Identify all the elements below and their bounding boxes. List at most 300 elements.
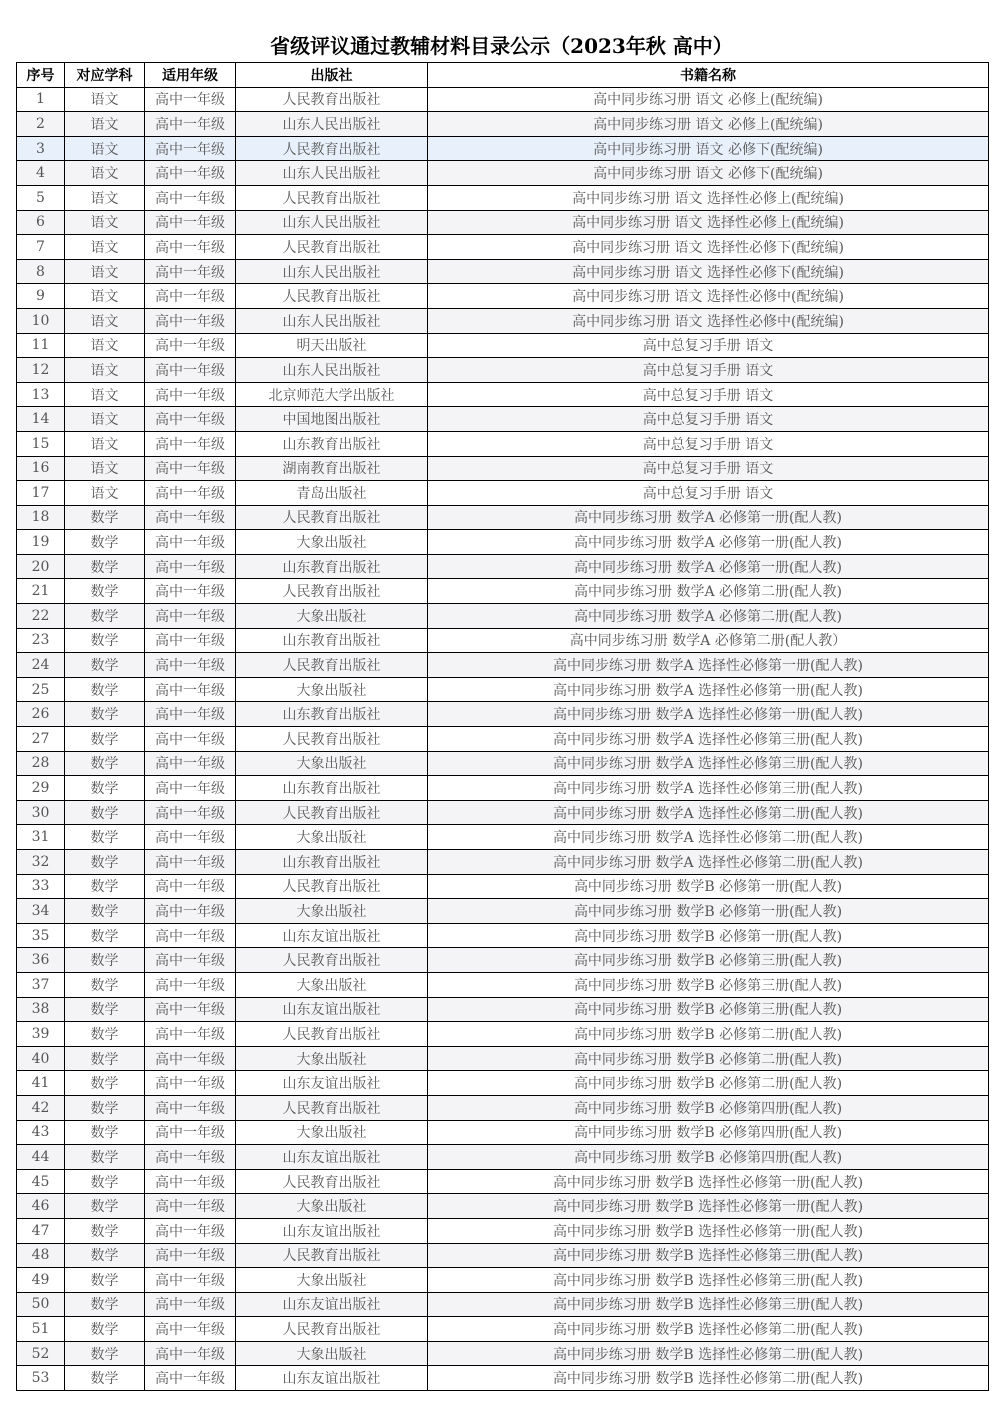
cell-grade[interactable]: 高中一年级 [145,1046,236,1071]
cell-grade[interactable]: 高中一年级 [145,530,236,555]
cell-publisher[interactable]: 人民教育出版社 [236,579,428,604]
cell-index[interactable]: 33 [17,874,65,899]
cell-subject[interactable]: 数学 [65,874,145,899]
cell-subject[interactable]: 语文 [65,481,145,506]
cell-index[interactable]: 21 [17,579,65,604]
cell-subject[interactable]: 语文 [65,456,145,481]
cell-index[interactable]: 47 [17,1218,65,1243]
cell-index[interactable]: 6 [17,210,65,235]
cell-publisher[interactable]: 大象出版社 [236,1046,428,1071]
cell-publisher[interactable]: 山东友谊出版社 [236,923,428,948]
cell-subject[interactable]: 数学 [65,677,145,702]
cell-subject[interactable]: 语文 [65,185,145,210]
table-row[interactable] [17,431,989,456]
table-row[interactable] [17,1292,989,1317]
table-row[interactable] [17,1046,989,1071]
cell-grade[interactable]: 高中一年级 [145,751,236,776]
table-row[interactable] [17,1194,989,1219]
cell-index[interactable]: 1 [17,87,65,112]
cell-subject[interactable]: 语文 [65,431,145,456]
cell-publisher[interactable]: 中国地图出版社 [236,407,428,432]
table-row[interactable] [17,112,989,137]
cell-subject[interactable]: 数学 [65,1341,145,1366]
cell-grade[interactable]: 高中一年级 [145,481,236,506]
cell-subject[interactable]: 数学 [65,1046,145,1071]
cell-book-title[interactable]: 高中同步练习册 数学A 选择性必修第一册(配人教) [428,702,989,727]
table-row[interactable] [17,382,989,407]
table-row[interactable] [17,407,989,432]
table-row[interactable] [17,161,989,186]
cell-subject[interactable]: 数学 [65,1071,145,1096]
table-row[interactable] [17,358,989,383]
cell-book-title[interactable]: 高中同步练习册 语文 选择性必修上(配统编) [428,210,989,235]
cell-index[interactable]: 36 [17,948,65,973]
cell-index[interactable]: 42 [17,1095,65,1120]
cell-grade[interactable]: 高中一年级 [145,800,236,825]
cell-grade[interactable]: 高中一年级 [145,333,236,358]
cell-book-title[interactable]: 高中同步练习册 语文 必修上(配统编) [428,112,989,137]
cell-subject[interactable]: 数学 [65,702,145,727]
cell-index[interactable]: 39 [17,1022,65,1047]
cell-grade[interactable]: 高中一年级 [145,456,236,481]
cell-book-title[interactable]: 高中同步练习册 数学A 选择性必修第三册(配人教) [428,751,989,776]
cell-grade[interactable]: 高中一年级 [145,604,236,629]
cell-index[interactable]: 31 [17,825,65,850]
table-row[interactable] [17,456,989,481]
table-row[interactable] [17,1022,989,1047]
cell-publisher[interactable]: 山东人民出版社 [236,358,428,383]
cell-subject[interactable]: 数学 [65,1120,145,1145]
cell-index[interactable]: 7 [17,235,65,260]
cell-grade[interactable]: 高中一年级 [145,431,236,456]
cell-publisher[interactable]: 大象出版社 [236,604,428,629]
table-row[interactable] [17,604,989,629]
cell-index[interactable]: 52 [17,1341,65,1366]
cell-index[interactable]: 10 [17,308,65,333]
cell-subject[interactable]: 语文 [65,210,145,235]
cell-publisher[interactable]: 大象出版社 [236,972,428,997]
table-row[interactable] [17,1243,989,1268]
cell-publisher[interactable]: 人民教育出版社 [236,800,428,825]
table-row[interactable] [17,800,989,825]
cell-grade[interactable]: 高中一年级 [145,874,236,899]
table-row[interactable] [17,87,989,112]
cell-publisher[interactable]: 人民教育出版社 [236,235,428,260]
cell-subject[interactable]: 数学 [65,727,145,752]
cell-grade[interactable]: 高中一年级 [145,1218,236,1243]
table-row[interactable] [17,530,989,555]
cell-grade[interactable]: 高中一年级 [145,1071,236,1096]
cell-book-title[interactable]: 高中同步练习册 语文 必修下(配统编) [428,136,989,161]
cell-publisher[interactable]: 人民教育出版社 [236,284,428,309]
cell-book-title[interactable]: 高中同步练习册 语文 选择性必修下(配统编) [428,259,989,284]
cell-subject[interactable]: 数学 [65,530,145,555]
cell-book-title[interactable]: 高中同步练习册 数学A 选择性必修第一册(配人教) [428,677,989,702]
cell-index[interactable]: 38 [17,997,65,1022]
cell-grade[interactable]: 高中一年级 [145,210,236,235]
cell-book-title[interactable]: 高中同步练习册 数学B 必修第二册(配人教) [428,1022,989,1047]
cell-publisher[interactable]: 人民教育出版社 [236,136,428,161]
table-row[interactable] [17,554,989,579]
table-row[interactable] [17,1095,989,1120]
cell-subject[interactable]: 数学 [65,1243,145,1268]
cell-book-title[interactable]: 高中同步练习册 数学A 必修第一册(配人教) [428,554,989,579]
table-row[interactable] [17,1145,989,1170]
cell-book-title[interactable]: 高中同步练习册 数学A 选择性必修第二册(配人教) [428,850,989,875]
cell-book-title[interactable]: 高中同步练习册 数学B 选择性必修第三册(配人教) [428,1268,989,1293]
cell-grade[interactable]: 高中一年级 [145,1145,236,1170]
cell-subject[interactable]: 语文 [65,308,145,333]
cell-publisher[interactable]: 山东教育出版社 [236,776,428,801]
cell-subject[interactable]: 数学 [65,923,145,948]
cell-grade[interactable]: 高中一年级 [145,776,236,801]
cell-grade[interactable]: 高中一年级 [145,554,236,579]
cell-publisher[interactable]: 山东友谊出版社 [236,1218,428,1243]
cell-grade[interactable]: 高中一年级 [145,1095,236,1120]
cell-index[interactable]: 28 [17,751,65,776]
cell-publisher[interactable]: 大象出版社 [236,677,428,702]
cell-subject[interactable]: 语文 [65,407,145,432]
cell-book-title[interactable]: 高中同步练习册 数学B 必修第二册(配人教) [428,1071,989,1096]
table-row[interactable] [17,481,989,506]
cell-publisher[interactable]: 人民教育出版社 [236,874,428,899]
cell-grade[interactable]: 高中一年级 [145,579,236,604]
cell-index[interactable]: 40 [17,1046,65,1071]
cell-grade[interactable]: 高中一年级 [145,628,236,653]
cell-publisher[interactable]: 山东友谊出版社 [236,997,428,1022]
cell-grade[interactable]: 高中一年级 [145,677,236,702]
cell-book-title[interactable]: 高中同步练习册 数学B 必修第四册(配人教) [428,1120,989,1145]
cell-grade[interactable]: 高中一年级 [145,1022,236,1047]
cell-subject[interactable]: 数学 [65,1366,145,1391]
cell-grade[interactable]: 高中一年级 [145,825,236,850]
cell-publisher[interactable]: 大象出版社 [236,1194,428,1219]
cell-book-title[interactable]: 高中同步练习册 数学B 选择性必修第二册(配人教) [428,1317,989,1342]
table-row[interactable] [17,210,989,235]
table-row[interactable] [17,1317,989,1342]
table-row[interactable] [17,333,989,358]
cell-grade[interactable]: 高中一年级 [145,948,236,973]
cell-index[interactable]: 15 [17,431,65,456]
cell-book-title[interactable]: 高中同步练习册 语文 必修下(配统编) [428,161,989,186]
cell-subject[interactable]: 数学 [65,579,145,604]
cell-subject[interactable]: 语文 [65,382,145,407]
cell-book-title[interactable]: 高中同步练习册 语文 选择性必修中(配统编) [428,308,989,333]
table-row[interactable] [17,235,989,260]
cell-book-title[interactable]: 高中同步练习册 数学B 必修第三册(配人教) [428,948,989,973]
cell-grade[interactable]: 高中一年级 [145,727,236,752]
cell-publisher[interactable]: 山东人民出版社 [236,112,428,137]
cell-publisher[interactable]: 明天出版社 [236,333,428,358]
cell-index[interactable]: 49 [17,1268,65,1293]
cell-book-title[interactable]: 高中同步练习册 数学A 必修第二册(配人教） [428,628,989,653]
cell-grade[interactable]: 高中一年级 [145,997,236,1022]
cell-subject[interactable]: 语文 [65,358,145,383]
cell-publisher[interactable]: 人民教育出版社 [236,653,428,678]
cell-publisher[interactable]: 大象出版社 [236,1268,428,1293]
cell-subject[interactable]: 数学 [65,1169,145,1194]
cell-grade[interactable]: 高中一年级 [145,161,236,186]
cell-index[interactable]: 12 [17,358,65,383]
cell-publisher[interactable]: 山东友谊出版社 [236,1145,428,1170]
cell-index[interactable]: 17 [17,481,65,506]
cell-book-title[interactable]: 高中同步练习册 数学B 选择性必修第二册(配人教) [428,1341,989,1366]
cell-book-title[interactable]: 高中同步练习册 数学A 必修第二册(配人教) [428,604,989,629]
cell-subject[interactable]: 数学 [65,776,145,801]
cell-subject[interactable]: 数学 [65,825,145,850]
header-grade[interactable]: 适用年级 [145,63,236,88]
cell-book-title[interactable]: 高中同步练习册 数学A 必修第一册(配人教) [428,505,989,530]
cell-subject[interactable]: 数学 [65,1218,145,1243]
cell-index[interactable]: 45 [17,1169,65,1194]
cell-publisher[interactable]: 山东人民出版社 [236,308,428,333]
cell-grade[interactable]: 高中一年级 [145,1120,236,1145]
cell-index[interactable]: 8 [17,259,65,284]
cell-subject[interactable]: 数学 [65,972,145,997]
cell-book-title[interactable]: 高中同步练习册 数学A 必修第二册(配人教) [428,579,989,604]
cell-book-title[interactable]: 高中同步练习册 语文 选择性必修上(配统编) [428,185,989,210]
table-row[interactable] [17,751,989,776]
cell-subject[interactable]: 数学 [65,899,145,924]
cell-index[interactable]: 51 [17,1317,65,1342]
cell-grade[interactable]: 高中一年级 [145,1243,236,1268]
cell-index[interactable]: 35 [17,923,65,948]
cell-publisher[interactable]: 山东友谊出版社 [236,1292,428,1317]
cell-subject[interactable]: 语文 [65,333,145,358]
table-row[interactable] [17,653,989,678]
cell-subject[interactable]: 数学 [65,653,145,678]
cell-subject[interactable]: 数学 [65,505,145,530]
cell-publisher[interactable]: 山东人民出版社 [236,161,428,186]
cell-subject[interactable]: 数学 [65,1292,145,1317]
cell-index[interactable]: 48 [17,1243,65,1268]
cell-index[interactable]: 20 [17,554,65,579]
cell-grade[interactable]: 高中一年级 [145,382,236,407]
cell-book-title[interactable]: 高中同步练习册 数学B 选择性必修第一册(配人教) [428,1218,989,1243]
table-row[interactable] [17,899,989,924]
table-row[interactable] [17,997,989,1022]
table-row[interactable] [17,1268,989,1293]
cell-subject[interactable]: 数学 [65,948,145,973]
cell-book-title[interactable]: 高中总复习手册 语文 [428,382,989,407]
cell-book-title[interactable]: 高中同步练习册 数学A 选择性必修第一册(配人教) [428,653,989,678]
cell-subject[interactable]: 数学 [65,800,145,825]
cell-publisher[interactable]: 山东友谊出版社 [236,1071,428,1096]
cell-subject[interactable]: 数学 [65,1268,145,1293]
cell-index[interactable]: 44 [17,1145,65,1170]
cell-publisher[interactable]: 湖南教育出版社 [236,456,428,481]
cell-book-title[interactable]: 高中同步练习册 数学A 必修第一册(配人教) [428,530,989,555]
cell-grade[interactable]: 高中一年级 [145,112,236,137]
cell-publisher[interactable]: 山东教育出版社 [236,628,428,653]
cell-index[interactable]: 46 [17,1194,65,1219]
cell-book-title[interactable]: 高中同步练习册 数学B 选择性必修第三册(配人教) [428,1243,989,1268]
cell-book-title[interactable]: 高中总复习手册 语文 [428,333,989,358]
cell-grade[interactable]: 高中一年级 [145,87,236,112]
cell-publisher[interactable]: 青岛出版社 [236,481,428,506]
cell-index[interactable]: 50 [17,1292,65,1317]
cell-grade[interactable]: 高中一年级 [145,653,236,678]
cell-book-title[interactable]: 高中同步练习册 数学B 必修第二册(配人教) [428,1046,989,1071]
cell-publisher[interactable]: 人民教育出版社 [236,1243,428,1268]
cell-index[interactable]: 30 [17,800,65,825]
cell-grade[interactable]: 高中一年级 [145,308,236,333]
table-row[interactable] [17,579,989,604]
cell-publisher[interactable]: 山东人民出版社 [236,259,428,284]
cell-grade[interactable]: 高中一年级 [145,1366,236,1391]
cell-subject[interactable]: 数学 [65,554,145,579]
cell-book-title[interactable]: 高中同步练习册 数学B 必修第四册(配人教) [428,1145,989,1170]
cell-subject[interactable]: 语文 [65,284,145,309]
cell-grade[interactable]: 高中一年级 [145,235,236,260]
table-row[interactable] [17,308,989,333]
cell-grade[interactable]: 高中一年级 [145,923,236,948]
cell-grade[interactable]: 高中一年级 [145,702,236,727]
cell-grade[interactable]: 高中一年级 [145,407,236,432]
cell-publisher[interactable]: 人民教育出版社 [236,1317,428,1342]
cell-index[interactable]: 23 [17,628,65,653]
cell-publisher[interactable]: 山东人民出版社 [236,210,428,235]
cell-index[interactable]: 37 [17,972,65,997]
table-row[interactable] [17,972,989,997]
cell-index[interactable]: 16 [17,456,65,481]
cell-book-title[interactable]: 高中总复习手册 语文 [428,407,989,432]
cell-index[interactable]: 13 [17,382,65,407]
table-row[interactable] [17,948,989,973]
cell-subject[interactable]: 数学 [65,751,145,776]
cell-subject[interactable]: 数学 [65,1022,145,1047]
cell-index[interactable]: 53 [17,1366,65,1391]
cell-publisher[interactable]: 大象出版社 [236,751,428,776]
cell-grade[interactable]: 高中一年级 [145,185,236,210]
cell-book-title[interactable]: 高中同步练习册 数学A 选择性必修第二册(配人教) [428,825,989,850]
table-row[interactable] [17,850,989,875]
cell-index[interactable]: 43 [17,1120,65,1145]
cell-subject[interactable]: 语文 [65,87,145,112]
cell-publisher[interactable]: 人民教育出版社 [236,1095,428,1120]
cell-subject[interactable]: 数学 [65,997,145,1022]
cell-book-title[interactable]: 高中总复习手册 语文 [428,431,989,456]
cell-book-title[interactable]: 高中同步练习册 数学B 必修第四册(配人教) [428,1095,989,1120]
cell-index[interactable]: 32 [17,850,65,875]
cell-subject[interactable]: 数学 [65,1095,145,1120]
cell-subject[interactable]: 数学 [65,1194,145,1219]
cell-publisher[interactable]: 人民教育出版社 [236,505,428,530]
cell-index[interactable]: 4 [17,161,65,186]
cell-publisher[interactable]: 人民教育出版社 [236,185,428,210]
cell-book-title[interactable]: 高中同步练习册 数学B 选择性必修第一册(配人教) [428,1169,989,1194]
cell-book-title[interactable]: 高中同步练习册 语文 必修上(配统编) [428,87,989,112]
cell-publisher[interactable]: 人民教育出版社 [236,1169,428,1194]
cell-grade[interactable]: 高中一年级 [145,358,236,383]
table-row[interactable] [17,1218,989,1243]
cell-grade[interactable]: 高中一年级 [145,1169,236,1194]
cell-subject[interactable]: 数学 [65,604,145,629]
cell-book-title[interactable]: 高中总复习手册 语文 [428,358,989,383]
cell-index[interactable]: 11 [17,333,65,358]
cell-publisher[interactable]: 山东教育出版社 [236,431,428,456]
cell-book-title[interactable]: 高中同步练习册 数学B 选择性必修第三册(配人教) [428,1292,989,1317]
cell-grade[interactable]: 高中一年级 [145,136,236,161]
cell-book-title[interactable]: 高中同步练习册 数学B 必修第一册(配人教) [428,874,989,899]
cell-grade[interactable]: 高中一年级 [145,1268,236,1293]
cell-publisher[interactable]: 大象出版社 [236,1341,428,1366]
cell-index[interactable]: 18 [17,505,65,530]
header-index[interactable]: 序号 [17,63,65,88]
cell-index[interactable]: 26 [17,702,65,727]
table-row[interactable] [17,505,989,530]
cell-book-title[interactable]: 高中同步练习册 数学B 选择性必修第二册(配人教) [428,1366,989,1391]
cell-grade[interactable]: 高中一年级 [145,284,236,309]
cell-subject[interactable]: 语文 [65,136,145,161]
cell-book-title[interactable]: 高中总复习手册 语文 [428,456,989,481]
cell-publisher[interactable]: 山东教育出版社 [236,702,428,727]
cell-grade[interactable]: 高中一年级 [145,972,236,997]
cell-subject[interactable]: 语文 [65,112,145,137]
cell-book-title[interactable]: 高中总复习手册 语文 [428,481,989,506]
cell-publisher[interactable]: 大象出版社 [236,530,428,555]
table-row[interactable] [17,825,989,850]
table-row[interactable] [17,776,989,801]
table-row[interactable] [17,1341,989,1366]
cell-grade[interactable]: 高中一年级 [145,1194,236,1219]
cell-book-title[interactable]: 高中同步练习册 语文 选择性必修中(配统编) [428,284,989,309]
cell-book-title[interactable]: 高中同步练习册 数学A 选择性必修第三册(配人教) [428,776,989,801]
cell-index[interactable]: 24 [17,653,65,678]
header-publisher[interactable]: 出版社 [236,63,428,88]
cell-subject[interactable]: 数学 [65,628,145,653]
cell-index[interactable]: 5 [17,185,65,210]
cell-subject[interactable]: 数学 [65,1317,145,1342]
cell-subject[interactable]: 语文 [65,161,145,186]
cell-subject[interactable]: 数学 [65,1145,145,1170]
cell-publisher[interactable]: 北京师范大学出版社 [236,382,428,407]
cell-subject[interactable]: 语文 [65,235,145,260]
cell-book-title[interactable]: 高中同步练习册 数学B 必修第三册(配人教) [428,997,989,1022]
cell-book-title[interactable]: 高中同步练习册 数学A 选择性必修第二册(配人教) [428,800,989,825]
cell-index[interactable]: 41 [17,1071,65,1096]
cell-publisher[interactable]: 人民教育出版社 [236,948,428,973]
table-row[interactable] [17,874,989,899]
cell-book-title[interactable]: 高中同步练习册 语文 选择性必修下(配统编) [428,235,989,260]
cell-publisher[interactable]: 人民教育出版社 [236,727,428,752]
cell-book-title[interactable]: 高中同步练习册 数学B 必修第三册(配人教) [428,972,989,997]
cell-grade[interactable]: 高中一年级 [145,259,236,284]
cell-index[interactable]: 25 [17,677,65,702]
table-row[interactable] [17,1120,989,1145]
cell-grade[interactable]: 高中一年级 [145,1317,236,1342]
cell-grade[interactable]: 高中一年级 [145,505,236,530]
cell-index[interactable]: 9 [17,284,65,309]
table-row[interactable] [17,136,989,161]
table-row[interactable] [17,1169,989,1194]
cell-book-title[interactable]: 高中同步练习册 数学A 选择性必修第三册(配人教) [428,727,989,752]
cell-publisher[interactable]: 山东教育出版社 [236,554,428,579]
cell-book-title[interactable]: 高中同步练习册 数学B 选择性必修第一册(配人教) [428,1194,989,1219]
cell-index[interactable]: 22 [17,604,65,629]
table-row[interactable] [17,1071,989,1096]
cell-publisher[interactable]: 山东教育出版社 [236,850,428,875]
table-row[interactable] [17,923,989,948]
cell-grade[interactable]: 高中一年级 [145,899,236,924]
cell-index[interactable]: 2 [17,112,65,137]
cell-index[interactable]: 34 [17,899,65,924]
cell-publisher[interactable]: 大象出版社 [236,825,428,850]
table-row[interactable] [17,259,989,284]
cell-grade[interactable]: 高中一年级 [145,1292,236,1317]
cell-index[interactable]: 3 [17,136,65,161]
cell-book-title[interactable]: 高中同步练习册 数学B 必修第一册(配人教) [428,899,989,924]
